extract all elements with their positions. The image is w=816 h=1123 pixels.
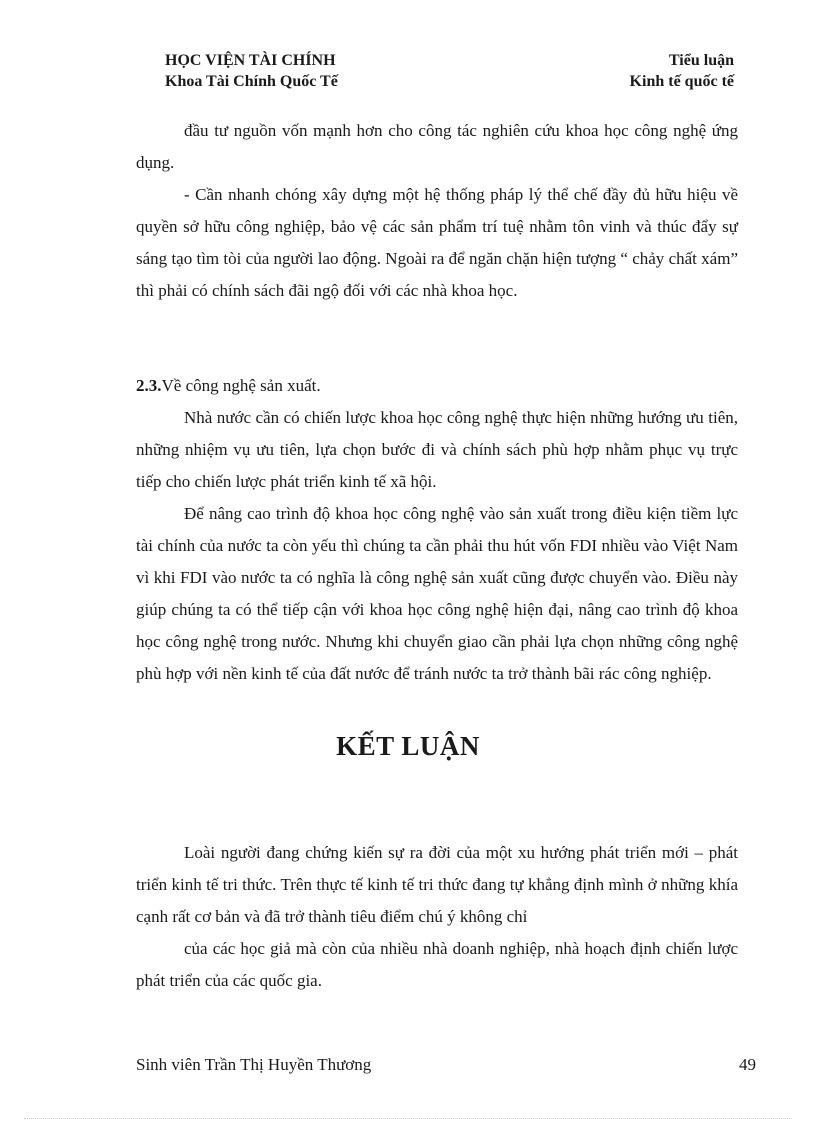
- paragraph: [136, 179, 738, 307]
- paragraph-text: Nhà nước cần có chiến lược khoa học công nghệ thực hiện những hướng ưu tiên, những nhiệm vụ ưu tiên, lựa chọn bước đi và chính sách phù hợp nhằm phục vụ trực tiếp cho chiến lược phát triển kinh tế xã hội.: [136, 408, 738, 491]
- header-faculty-name: Khoa Tài Chính Quốc Tế: [165, 73, 338, 90]
- section-number: 2.3.: [136, 376, 162, 395]
- page-bottom-divider: [24, 1118, 792, 1119]
- paragraph: [136, 498, 738, 690]
- paragraph: [136, 402, 738, 498]
- conclusion-heading: KẾT LUẬN: [336, 731, 480, 761]
- section-2-text: [136, 370, 738, 690]
- conclusion-text: [136, 837, 738, 997]
- section-1-text: [136, 115, 738, 339]
- paragraph: [136, 115, 738, 179]
- paragraph-text: Để nâng cao trình độ khoa học công nghệ vào sản xuất trong điều kiện tiềm lực tài chính của nước ta còn yếu thì chúng ta cần phải thu hút vốn FDI nhiều vào Việt Nam vì khi FDI vào nước ta có nghĩa là công nghệ sản xuất cũng được chuyển vào. Điều này giúp chúng ta có thể tiếp cận với khoa học công nghệ hiện đại, nâng cao trình độ khoa học công nghệ trong nước. Nhưng khi chuyển giao cần phải lựa chọn những công nghệ phù hợp với nền kinh tế của đất nước để tránh nước ta trở thành bãi rác công nghiệp.: [136, 504, 738, 683]
- paragraph-text: của các học giả mà còn của nhiều nhà doanh nghiệp, nhà hoạch định chiến lược phát triển của các quốc gia.: [136, 939, 738, 990]
- paragraph-text: Loài người đang chứng kiến sự ra đời của một xu hướng phát triển mới – phát triển kinh tế tri thức. Trên thực tế kinh tế tri thức đang tự khẳng định mình ở những khía cạnh rất cơ bản và đã trở thành tiêu điểm chú ý không chỉ: [136, 843, 738, 926]
- paragraph-text: đầu tư nguồn vốn mạnh hơn cho công tác nghiên cứu khoa học công nghệ ứng dụng.: [136, 121, 738, 172]
- section-heading: [136, 370, 738, 402]
- page-number: 49: [739, 1055, 756, 1074]
- header-institution-name: HỌC VIỆN TÀI CHÍNH: [165, 52, 336, 69]
- header-subject: Kinh tế quốc tế: [629, 73, 734, 90]
- paragraph: [136, 837, 738, 933]
- footer-author: Sinh viên Trần Thị Huyền Thương: [136, 1055, 372, 1074]
- paragraph: [136, 933, 738, 997]
- header-institution: [165, 50, 338, 92]
- section-title: Về công nghệ sản xuất.: [161, 376, 321, 395]
- paragraph-text: - Cần nhanh chóng xây dựng một hệ thống pháp lý thể chế đầy đủ hữu hiệu về quyền sở hữu công nghiệp, bảo vệ các sản phẩm trí tuệ nhằm tôn vinh và thúc đẩy sự sáng tạo tìm tòi của người lao động. Ngoài ra để ngăn chặn hiện tượng “ chảy chất xám” thì phải có chính sách đãi ngộ đối với các nhà khoa học.: [136, 185, 738, 300]
- header-doc-kind: Tiểu luận: [668, 52, 734, 69]
- header-document-type: [630, 50, 734, 92]
- blank-line: [136, 307, 738, 339]
